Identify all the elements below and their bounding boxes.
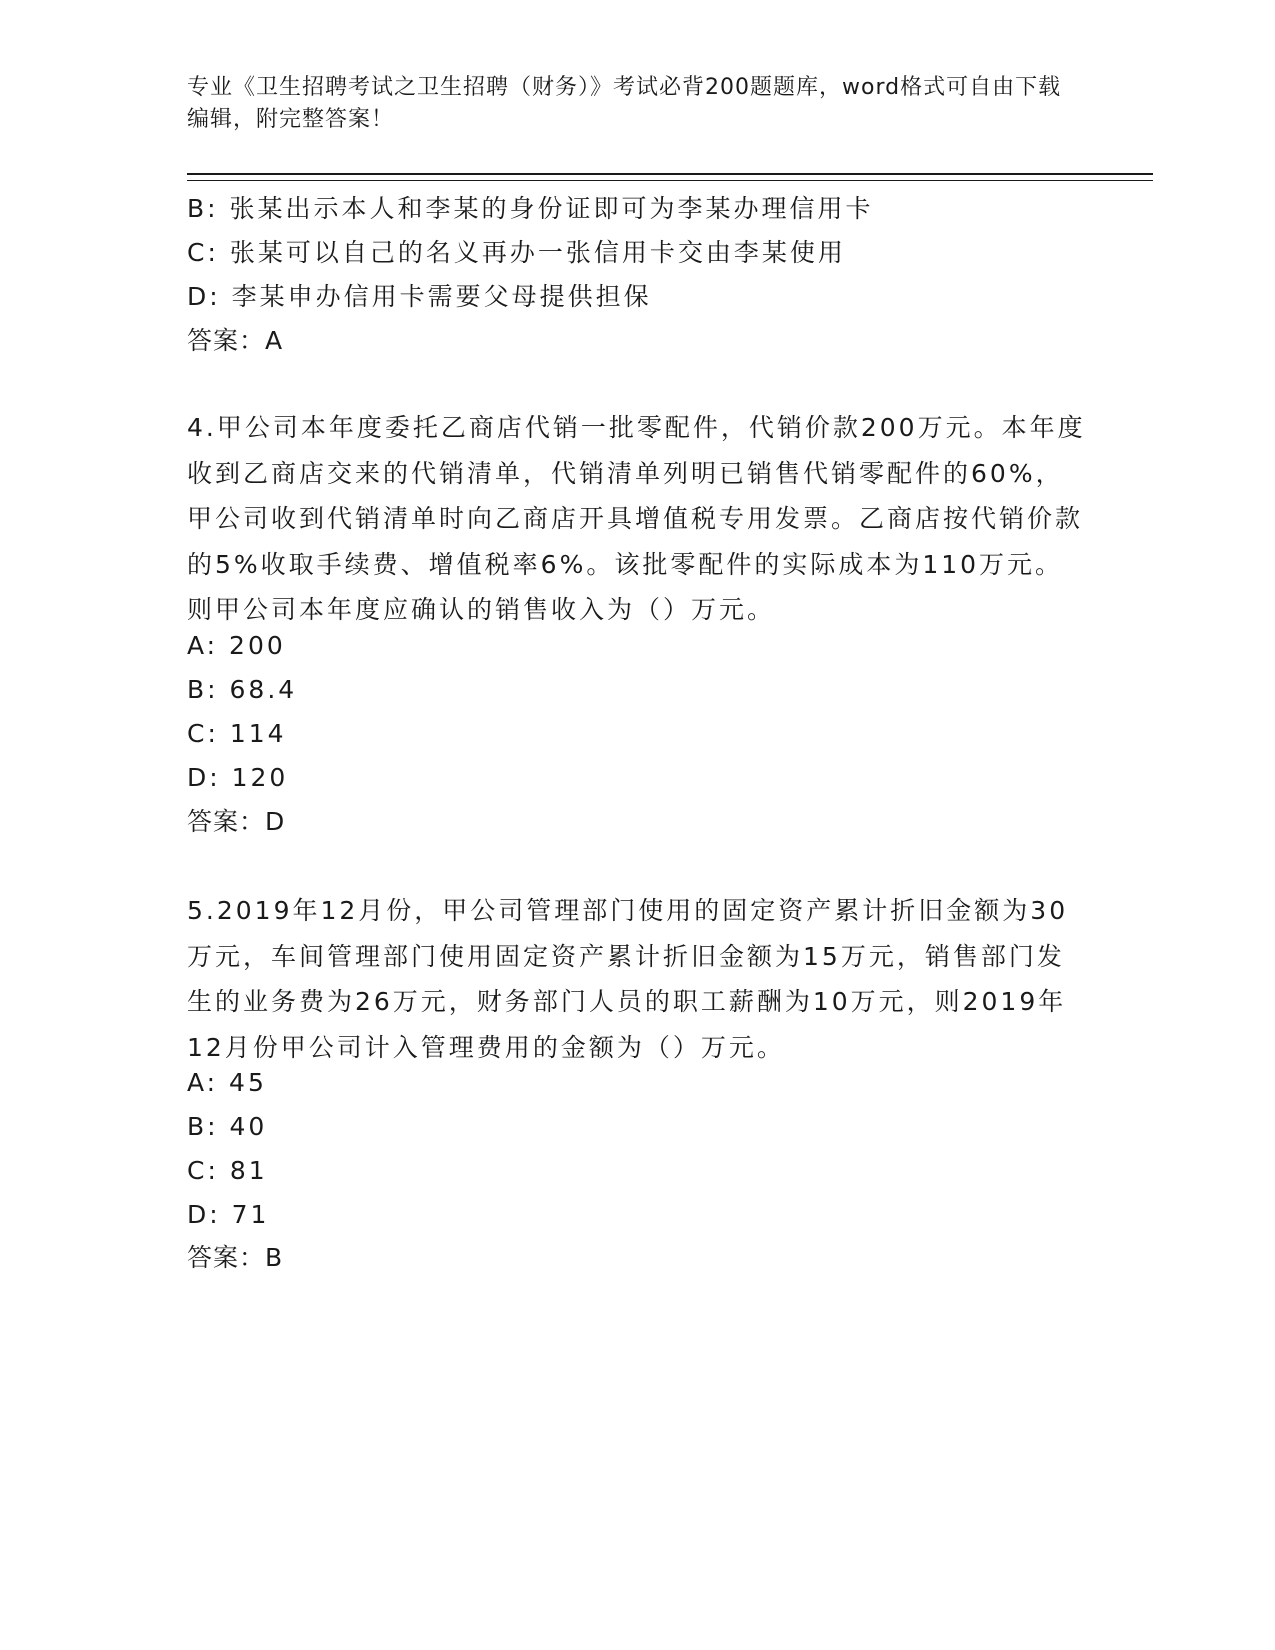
q5-option-b: B: 40 [187,1112,268,1141]
header-divider-thick [187,173,1153,175]
q4-option-b: B: 68.4 [187,675,298,704]
header-divider-thin [187,180,1153,181]
q5-option-a: A: 45 [187,1068,267,1097]
q4-stem: 4.甲公司本年度委托乙商店代销一批零配件，代销价款200万元。本年度收到乙商店交来的代销清单，代销清单列明已销售代销零配件的60%，甲公司收到代销清单时向乙商店开具增值税专用发票。乙商店按代销价款的5%收取手续费、增值税率6%。该批零配件的实际成本为110万元。则甲公司本年度应确认的销售收入为（）万元。 [187,413,1086,624]
q4-answer: 答案：D [187,807,286,836]
q5-option-c: C: 81 [187,1156,268,1185]
q4-option-d: D: 120 [187,763,289,792]
q3-answer: 答案：A [187,326,284,355]
q3-option-d: D: 李某申办信用卡需要父母提供担保 [187,282,652,311]
document-header: 专业《卫生招聘考试之卫生招聘（财务）》考试必背200题题库，word格式可自由下载编辑，附完整答案！ [187,75,1062,132]
q3-option-c: C: 张某可以自己的名义再办一张信用卡交由李某使用 [187,238,846,267]
q5-option-d: D: 71 [187,1200,270,1229]
q4-option-c: C: 114 [187,719,287,748]
q3-option-b: B: 张某出示本人和李某的身份证即可为李某办理信用卡 [187,194,874,223]
q5-answer: 答案：B [187,1243,284,1272]
q4-option-a: A: 200 [187,631,286,660]
q5-stem: 5.2019年12月份，甲公司管理部门使用的固定资产累计折旧金额为30万元，车间管理部门使用固定资产累计折旧金额为15万元，销售部门发生的业务费为26万元，财务部门人员的职工薪酬为10万元，则2019年12月份甲公司计入管理费用的金额为（）万元。 [187,896,1069,1062]
